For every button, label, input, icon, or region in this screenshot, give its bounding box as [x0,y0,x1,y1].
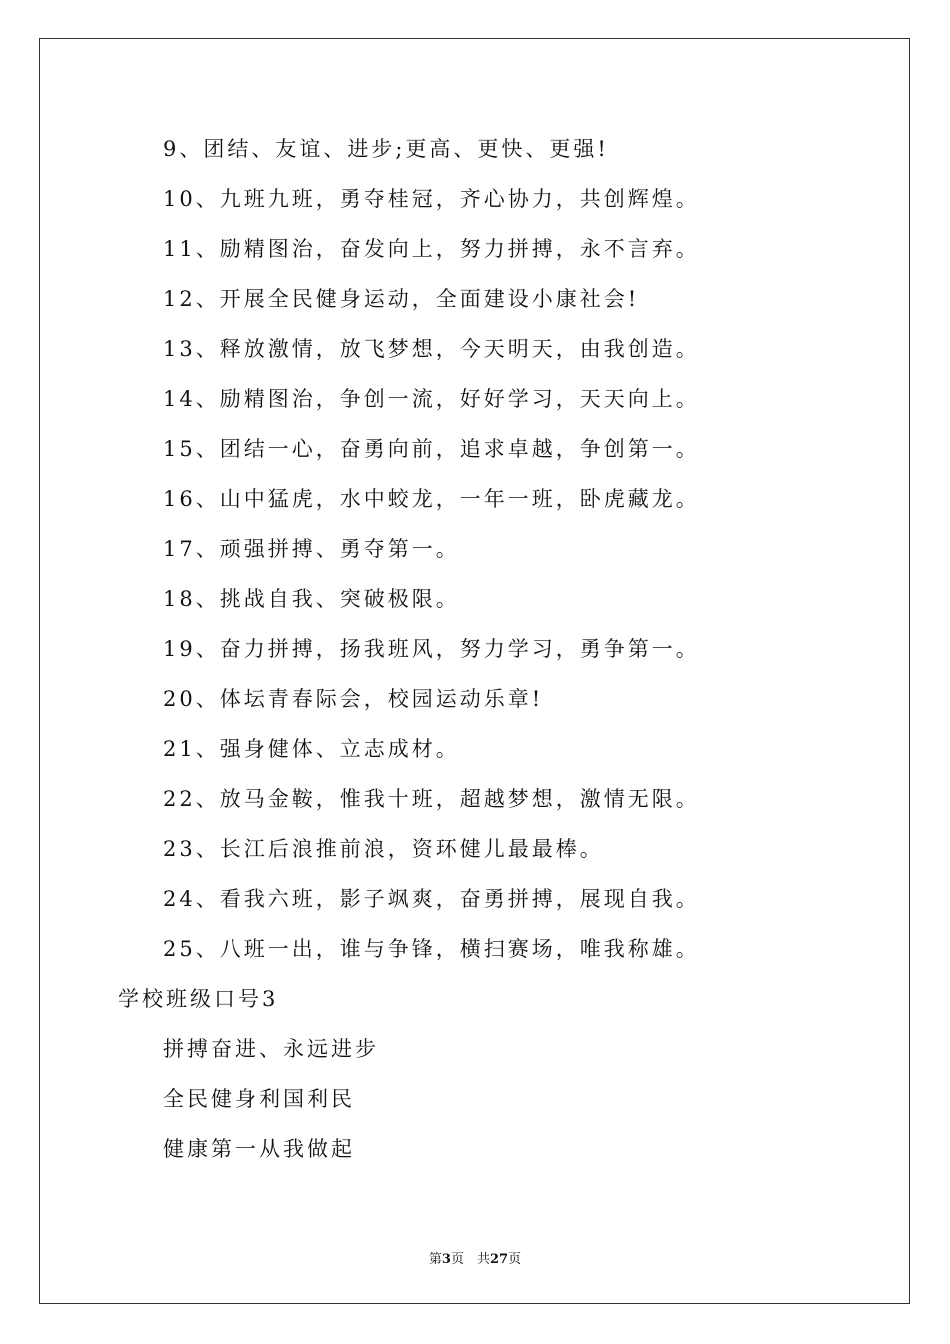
slogan-line: 14、励精图治，争创一流，好好学习，天天向上。 [163,387,700,411]
page-footer [0,1248,950,1267]
slogan-line: 16、山中猛虎，水中蛟龙，一年一班，卧虎藏龙。 [163,487,700,511]
section-heading: 学校班级口号3 [118,987,279,1011]
slogan-line: 25、八班一出，谁与争锋，横扫赛场，唯我称雄。 [163,937,700,961]
slogan-line: 12、开展全民健身运动，全面建设小康社会! [163,287,640,311]
footer-page-number: 3 [441,1252,451,1267]
slogan-line: 24、看我六班，影子飒爽，奋勇拼搏，展现自我。 [163,887,700,911]
slogan-line: 9、团结、友谊、进步;更高、更快、更强! [163,137,609,161]
footer-mid: 页 共 [450,1252,490,1267]
sub-slogan-line: 健康第一从我做起 [163,1137,355,1161]
slogan-line: 22、放马金鞍，惟我十班，超越梦想，激情无限。 [163,787,700,811]
slogan-line: 13、释放激情，放飞梦想，今天明天，由我创造。 [163,337,700,361]
sub-slogan-line: 全民健身利国利民 [163,1087,355,1111]
slogan-line: 10、九班九班，勇夺桂冠，齐心协力，共创辉煌。 [163,187,700,211]
footer-total-pages: 27 [489,1252,509,1267]
footer-prefix: 第 [428,1252,442,1267]
slogan-line: 11、励精图治，奋发向上，努力拼搏，永不言弃。 [163,237,700,261]
slogan-line: 15、团结一心，奋勇向前，追求卓越，争创第一。 [163,437,700,461]
slogan-line: 21、强身健体、立志成材。 [163,737,460,761]
slogan-line: 18、挑战自我、突破极限。 [163,587,460,611]
slogan-line: 19、奋力拼搏，扬我班风，努力学习，勇争第一。 [163,637,700,661]
slogan-line: 17、顽强拼搏、勇夺第一。 [163,537,460,561]
slogan-line: 23、长江后浪推前浪，资环健儿最最棒。 [163,837,604,861]
footer-suffix: 页 [508,1252,522,1267]
sub-slogan-line: 拼搏奋进、永远进步 [163,1037,379,1061]
page-frame [39,38,910,1304]
slogan-line: 20、体坛青春际会，校园运动乐章! [163,687,544,711]
